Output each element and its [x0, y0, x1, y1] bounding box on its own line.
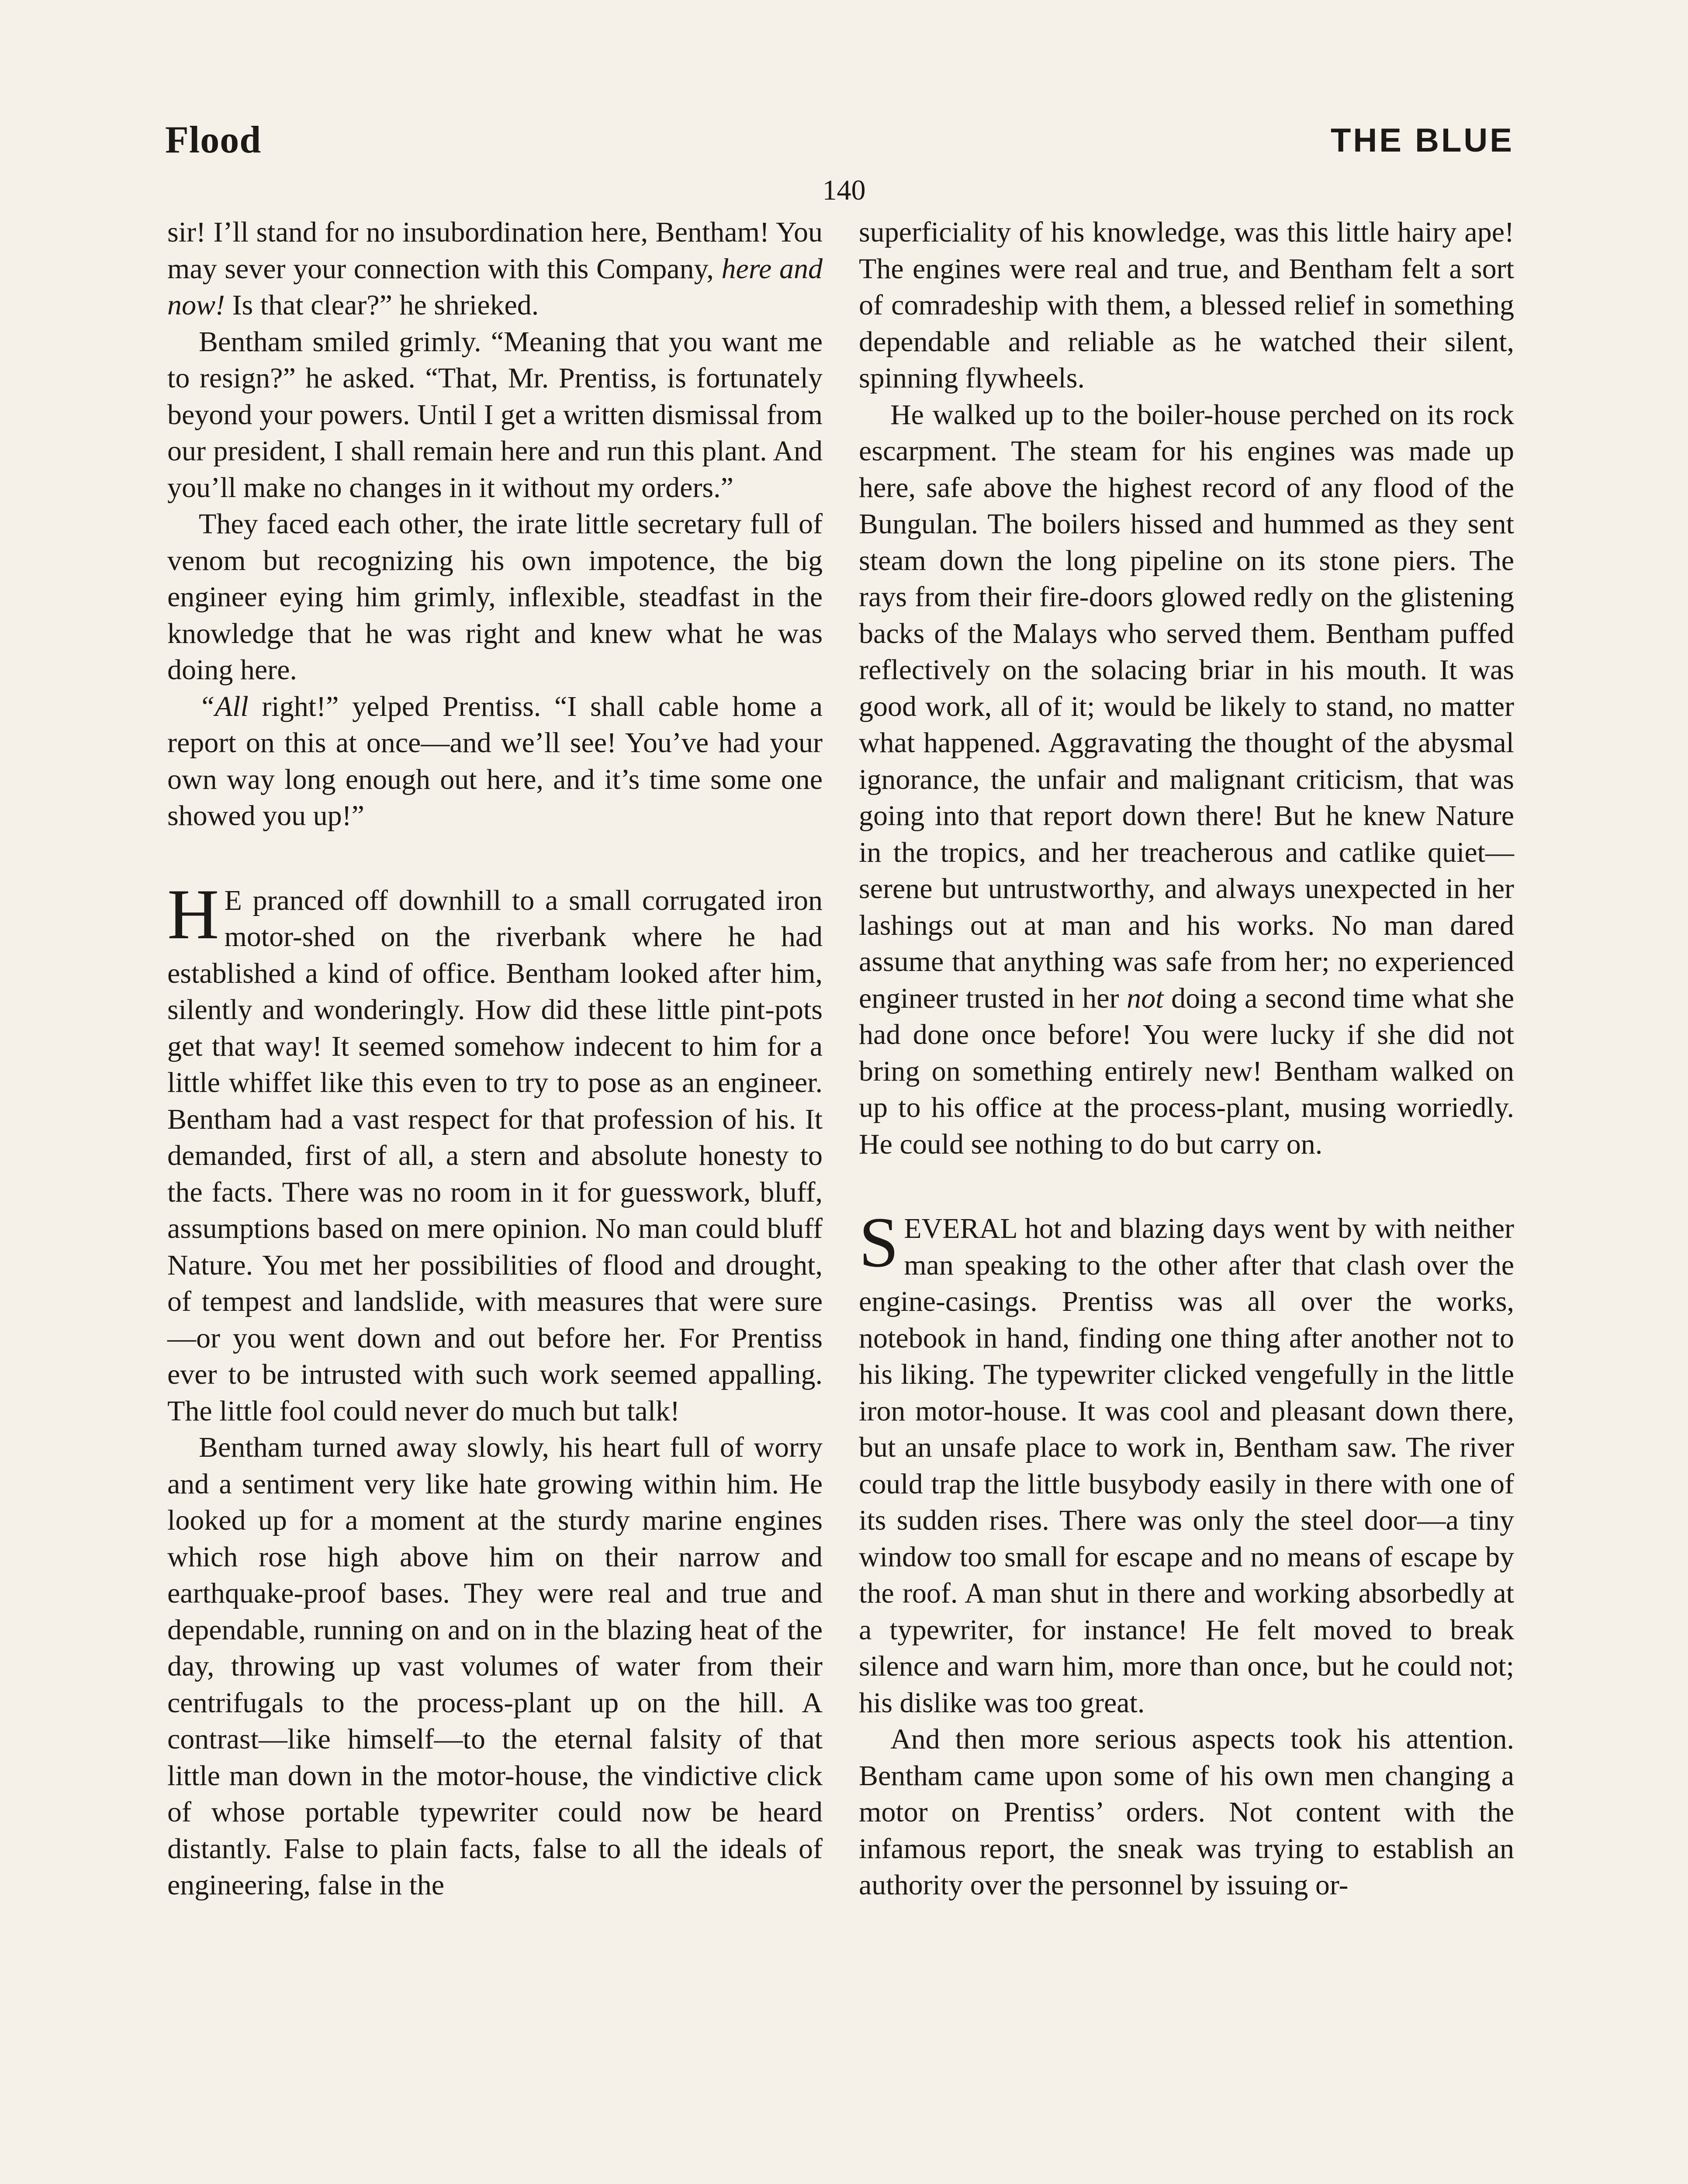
paragraph: And then more serious aspects took his attention. Bentham came upon some of his own men changing a motor on Prentiss’ orders. Not content with the infamous report, the sneak was trying to establish an authority over the personnel by issuing or- — [859, 1723, 1514, 1901]
page-number: 140 — [822, 174, 866, 206]
section-opening-paragraph: H E pranced off downhill to a small corrugated iron motor-shed on the riverbank where he had established a kind of office. Bentham looked after him, silently and wonderingly. How did these little pint-pots get that way! It seemed somehow indecent to him for a little whiffet like this even to try to pose as an engineer. Bentham had a vast respect for that profession of his. It demanded, first of all, a stern and absolute honesty to the facts. There was no room in it for guesswork, bluff, assumptions based on mere opinion. No man could bluff Nature. You met her possibilities of flood and drought, of tempest and landslide, with measures that were sure—or you went down and out before her. For Prentiss ever to be intrusted with such work seemed appalling. The little fool could never do much but talk! — [167, 874, 823, 1427]
running-head-title: Flood — [165, 119, 262, 161]
right-column — [859, 214, 1514, 1904]
drop-cap: H — [167, 874, 219, 954]
section-opening-paragraph: SEVERAL hot and blazing days went by with neither man speaking to the other after that clash over the engine-casings. Prentiss was all over the works, notebook in hand, finding one thing after another not to his liking. The typewriter clicked vengefully in the little iron motor-house. It was cool and pleasant down there, but an unsafe place to work in, Bentham saw. The river could trap the little busybody easily in there with one of its sudden rises. There was only the steel door—a tiny window too small for escape and no means of escape by the roof. A man shut in there and working absorbedly at a typewriter, for instance! He felt moved to break silence and warn him, more than once, but he could not; his dislike was too great. — [859, 1203, 1514, 1719]
paragraph: Bentham smiled grimly. “Meaning that you want me to resign?” he asked. “That, Mr. Prentiss, is fortunately beyond your powers. Until I get a written dismissal from our president, I shall remain here and run this plant. And you’ll make no changes in it without my orders.” — [167, 325, 823, 504]
paragraph: They faced each other, the irate little secretary full of venom but recognizing his own impotence, the big engineer eying him grimly, inflexible, steadfast in the knowledge that he was right and knew what he was doing here. — [167, 508, 823, 686]
paragraph: superficiality of his knowledge, was this little hairy ape! The engines were real and true, and Bentham felt a sort of comradeship with them, a blessed relief in something dependable and reliable as he watched their silent, spinning flywheels. — [859, 216, 1514, 394]
paragraph: sir! I’ll stand for no insubordination here, Bentham! You may sever your connection with this Company, here and now! Is that clear?” he shrieked. — [167, 216, 823, 321]
paragraph: Bentham turned away slowly, his heart full of worry and a sentiment very like hate growing within him. He looked up for a moment at the sturdy marine engines which rose high above him on their narrow and earthquake-proof bases. They were real and true and dependable, running on and on in the blazing heat of the day, throwing up vast volumes of water from their centrifugals to the process-plant up on the hill. A contrast—like himself—to the eternal falsity of that little man down in the motor-house, the vindictive click of whose portable typewriter could now be heard distantly. False to plain facts, false to all the ideals of engineering, false in the — [167, 1431, 823, 1901]
paragraph: “All right!” yelped Prentiss. “I shall cable home a report on this at once—and we’ll see! You’ve had your own way long enough out here, and it’s time some one showed you up!” — [167, 690, 823, 832]
paragraph: He walked up to the boiler-house perched on its rock escarpment. The steam for his engines was made up here, safe above the highest record of any flood of the Bungulan. The boilers hissed and hummed as they sent steam down the long pipeline on its stone piers. The rays from their fire-doors glowed redly on the glistening backs of the Malays who served them. Bentham puffed reflectively on the solacing briar in his mouth. It was good work, all of it; would be likely to stand, no matter what happened. Aggravating the thought of the abysmal ignorance, the unfair and malignant criticism, that was going into that report down there! But he knew Nature in the tropics, and her treacherous and catlike quiet—serene but untrustworthy, and always unexpected in her lashings out at man and his works. No man dared assume that anything was safe from her; no experienced engineer trusted in her not doing a second time what she had done once before! You were lucky if she did not bring on something entirely new! Bentham walked on up to his office at the process-plant, musing worriedly. He could see nothing to do but carry on. — [859, 398, 1515, 1160]
drop-cap: S — [859, 1203, 899, 1282]
left-column — [167, 214, 823, 1904]
running-head-magazine: THE BLUE — [1331, 122, 1514, 159]
